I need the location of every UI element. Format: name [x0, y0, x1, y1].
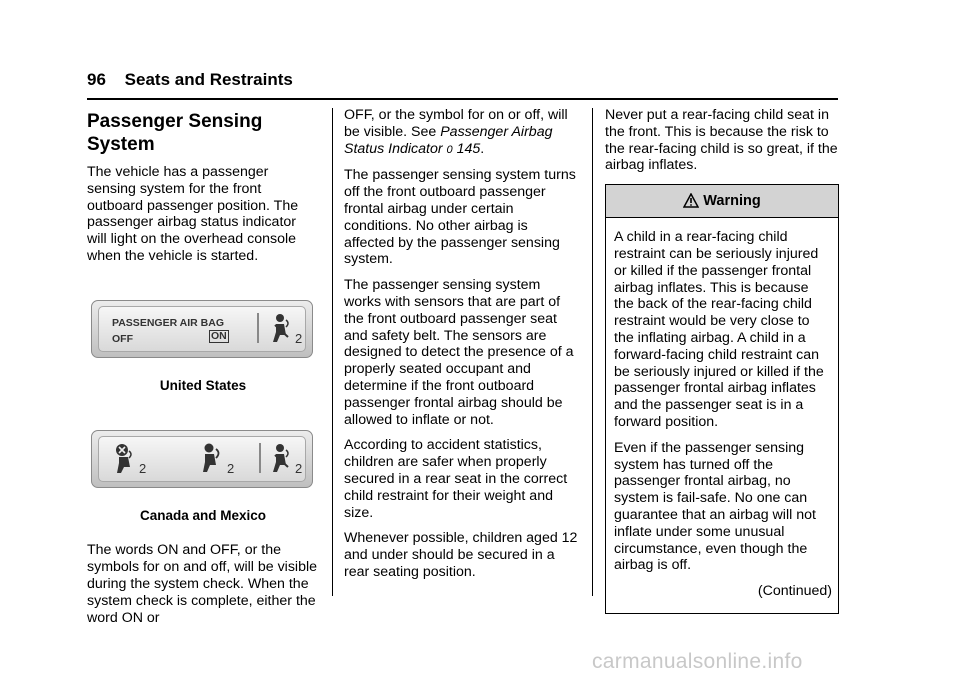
panel-digit-on: 2	[227, 460, 235, 476]
panel-divider	[257, 313, 259, 343]
warning-paragraph-1: A child in a rear-facing child restraint can be seriously injured or killed if the passenger frontal airbag inflates. This is because the back of the rear-facing child restraint would be very close to the inflating airbag. A child in a forward-facing child restraint can be seriously injured or killed if the passenger frontal airbag inflates and the passenger seat is in a forward position.	[614, 229, 824, 430]
warning-title: Warning	[703, 192, 761, 209]
paragraph-never-rear-facing: Never put a rear-facing child seat in the front. This is because the risk to the rear-facing child is so great, if the airbag inflates.	[605, 107, 838, 174]
warning-paragraph-2: Even if the passenger sensing system has turned off the passenger frontal airbag, no system is fail-safe. No one can guarantee that an airbag will not inflate under some unusual circumstance, even though the airbag is off.	[614, 439, 816, 574]
page-number: 96	[87, 70, 106, 89]
panel-face	[98, 436, 306, 482]
section-heading: Passenger Sensing System	[87, 111, 263, 155]
intro-paragraph: The vehicle has a passenger sensing system for the front outboard passenger position. The passenger airbag status indicator will light on the overhead console when the vehicle is started.	[87, 164, 299, 264]
page-reference-icon: 0	[446, 143, 453, 156]
caption-canada-mexico: Canada and Mexico	[139, 507, 267, 523]
paragraph-text: OFF, or the symbol for on or off, will be visible. See	[344, 107, 568, 140]
caption-united-states: United States	[159, 377, 247, 393]
page-header	[87, 70, 293, 90]
airbag-on-symbol-icon	[199, 441, 229, 475]
continued-note: (Continued)	[757, 583, 832, 600]
panel-digit-off: 2	[139, 460, 147, 476]
panel-divider	[259, 443, 261, 473]
panel-label-off: OFF	[112, 332, 133, 345]
see-reference-paragraph	[344, 107, 580, 158]
us-indicator-panel	[91, 300, 313, 358]
column-divider-2	[592, 108, 593, 596]
panel-label-passenger-air-bag: PASSENGER AIR BAG	[112, 316, 225, 329]
panel-digit: 2	[295, 330, 303, 346]
column-2	[344, 107, 580, 590]
paragraph-sensors: The passenger sensing system works with sensors that are part of the front outboard passenger seat and safety belt. The sensors are designed to detect the presence of a properly seated occupant and determine if the front outboard passenger frontal airbag should be allowed to inflate or not.	[344, 277, 574, 428]
column-1	[87, 110, 319, 635]
paragraph-turns-off: The passenger sensing system turns off the front outboard passenger frontal airbag under certain conditions. No other airbag is affected by the passenger sensing system.	[344, 167, 576, 268]
paragraph-rear-seating: Whenever possible, children aged 12 and under should be secured in a rear seating position.	[344, 530, 578, 580]
cross-reference-link[interactable]: Passenger Airbag Status Indicator	[344, 123, 553, 157]
warning-body	[606, 218, 838, 613]
period: .	[480, 140, 485, 157]
panel-digit: 2	[295, 460, 303, 476]
panel-face	[98, 306, 306, 352]
watermark: carmanualsonline.info	[592, 650, 803, 673]
header-rule	[87, 98, 838, 100]
section-title: Seats and Restraints	[124, 70, 293, 89]
warning-header	[606, 185, 838, 218]
system-check-paragraph: The words ON and OFF, or the symbols for on and off, will be visible during the system check. When the system check is complete, either the word ON or	[87, 542, 317, 626]
column-3	[605, 107, 841, 614]
column-divider-1	[332, 108, 333, 596]
warning-icon	[683, 193, 699, 209]
paragraph-statistics: According to accident statistics, children are safer when properly secured in a rear seat in the correct child restraint for their weight and size.	[344, 437, 568, 521]
warning-box	[605, 184, 839, 614]
page-reference-number[interactable]: 145	[456, 140, 481, 157]
panel-label-on: ON	[211, 329, 227, 342]
canada-indicator-panel	[91, 430, 313, 488]
